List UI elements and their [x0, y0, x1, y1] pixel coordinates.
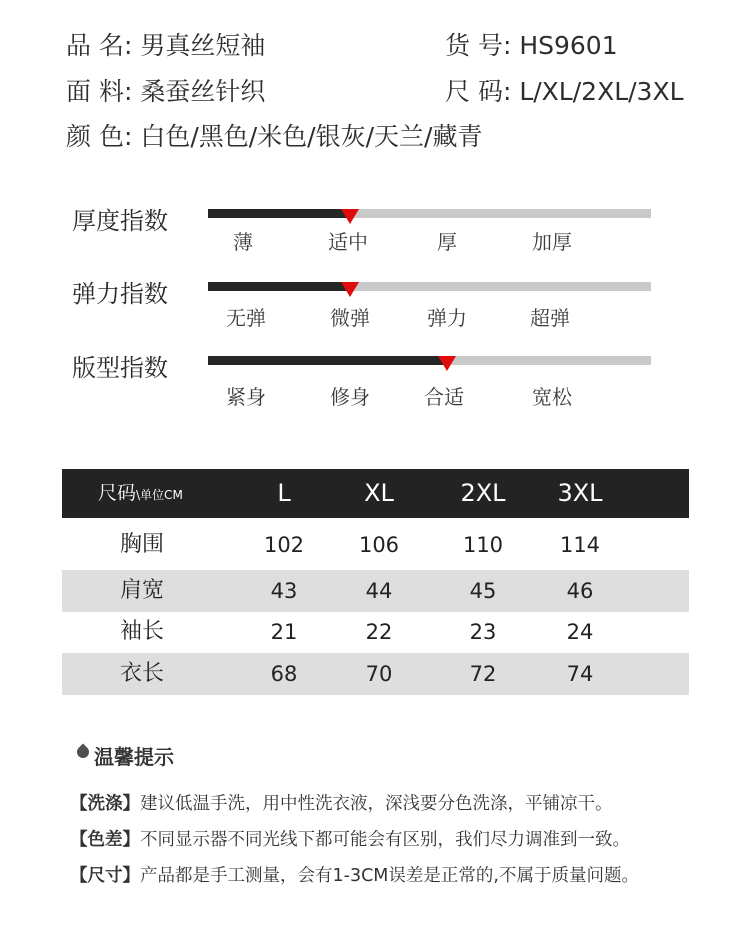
- elasticity-index-label: 弹力指数: [72, 280, 168, 308]
- size-header-unit: \单位CM: [136, 488, 183, 502]
- size-header-label: [98, 469, 218, 518]
- fit-level: 紧身: [226, 385, 266, 409]
- size-table-header: [62, 469, 689, 518]
- fit-index-label: 版型指数: [72, 354, 168, 382]
- thickness-level: 适中: [328, 230, 368, 254]
- thickness-level: 厚: [437, 230, 457, 254]
- tip-size: [70, 862, 639, 887]
- thickness-index-fill: [208, 209, 350, 218]
- table-cell: 24: [566, 620, 594, 644]
- size-label: 尺 码:: [445, 77, 512, 106]
- thickness-index-bar: [208, 209, 651, 218]
- size-row: [445, 72, 684, 108]
- elasticity-level: 无弹: [226, 306, 266, 330]
- product-name-label: 品 名:: [66, 31, 133, 60]
- size-column-header: 3XL: [557, 479, 603, 507]
- fit-level: 宽松: [532, 385, 572, 409]
- product-name-row: [66, 26, 265, 62]
- elasticity-level: 微弹: [330, 306, 370, 330]
- size-value: L/XL/2XL/3XL: [519, 77, 684, 106]
- elasticity-level: 超弹: [530, 306, 570, 330]
- size-column-header: L: [277, 479, 291, 507]
- elasticity-index-fill: [208, 282, 350, 291]
- table-cell: 106: [358, 533, 400, 557]
- table-cell: 44: [365, 579, 393, 603]
- thickness-level: 薄: [233, 230, 253, 254]
- tip-color-diff: [70, 826, 630, 851]
- tip-text: 建议低温手洗，用中性洗衣液，深浅要分色洗涤，平铺凉干。: [140, 794, 613, 814]
- fit-index-bar: [208, 356, 651, 365]
- table-cell: 114: [559, 533, 601, 557]
- color-label: 颜 色:: [66, 122, 133, 151]
- elasticity-marker-icon: [341, 282, 359, 297]
- row-name: 衣长: [119, 661, 164, 686]
- tip-wash: [70, 790, 613, 815]
- product-code-value: HS9601: [519, 31, 618, 60]
- row-name: 袖长: [119, 619, 164, 644]
- fit-level: 合适: [424, 385, 464, 409]
- elasticity-level: 弹力: [427, 306, 467, 330]
- fabric-value: 桑蚕丝针织: [140, 77, 266, 106]
- size-column-header: 2XL: [460, 479, 506, 507]
- fabric-label: 面 料:: [66, 77, 133, 106]
- table-cell: 102: [263, 533, 305, 557]
- row-name: 肩宽: [119, 578, 164, 603]
- table-cell: 21: [270, 620, 298, 644]
- table-cell: 22: [365, 620, 393, 644]
- fabric-row: [66, 72, 265, 108]
- thickness-marker-icon: [341, 209, 359, 224]
- tip-tag: 【色差】: [70, 830, 140, 850]
- table-row: [62, 611, 689, 653]
- tips-title: 温馨提示: [94, 745, 174, 769]
- color-value: 白色/黑色/米色/银灰/天兰/藏青: [140, 122, 483, 151]
- table-cell: 23: [469, 620, 497, 644]
- product-code-label: 货 号:: [445, 31, 512, 60]
- table-row: [62, 570, 689, 612]
- table-cell: 43: [270, 579, 298, 603]
- drop-icon: [75, 744, 92, 761]
- product-code-row: [445, 26, 618, 62]
- table-cell: 110: [462, 533, 504, 557]
- table-cell: 68: [270, 662, 298, 686]
- product-name-value: 男真丝短袖: [140, 31, 266, 60]
- tip-tag: 【洗涤】: [70, 794, 140, 814]
- tip-text: 不同显示器不同光线下都可能会有区别，我们尽力调准到一致。: [140, 830, 630, 850]
- table-cell: 45: [469, 579, 497, 603]
- table-cell: 74: [566, 662, 594, 686]
- tip-text: 产品都是手工测量，会有1-3CM误差是正常的,不属于质量问题。: [140, 866, 639, 886]
- elasticity-index-bar: [208, 282, 651, 291]
- thickness-level: 加厚: [532, 230, 572, 254]
- fit-marker-icon: [438, 356, 456, 371]
- table-cell: 70: [365, 662, 393, 686]
- size-header-title: 尺码: [98, 482, 137, 504]
- color-row: [66, 117, 482, 153]
- table-row: [62, 524, 689, 566]
- row-name: 胸围: [119, 532, 164, 557]
- fit-level: 修身: [330, 385, 370, 409]
- thickness-index-label: 厚度指数: [72, 207, 168, 235]
- table-cell: 46: [566, 579, 594, 603]
- table-row: [62, 653, 689, 695]
- table-cell: 72: [469, 662, 497, 686]
- size-column-header: XL: [364, 479, 394, 507]
- tip-tag: 【尺寸】: [70, 866, 140, 886]
- fit-index-fill: [208, 356, 447, 365]
